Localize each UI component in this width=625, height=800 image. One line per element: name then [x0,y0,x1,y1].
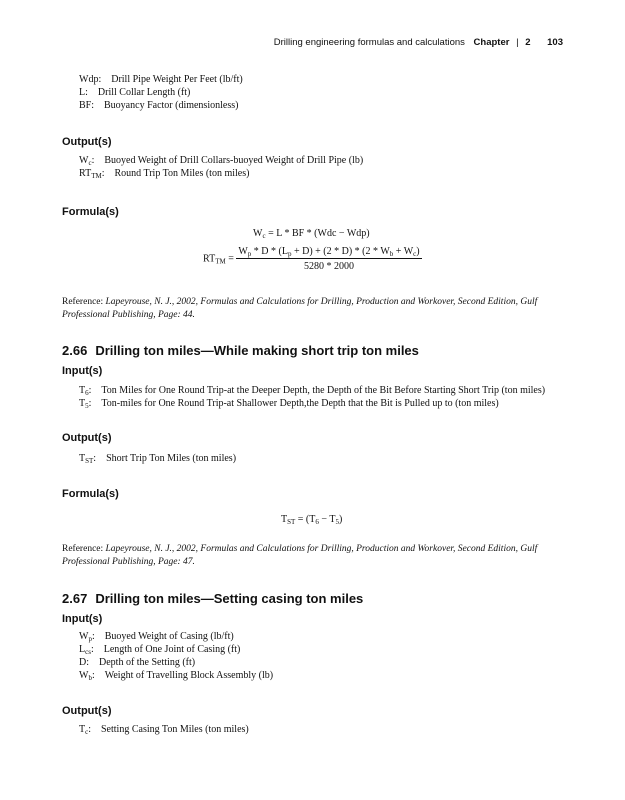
output-colon: : [91,155,95,166]
input-subscript: b [88,674,92,682]
input-list-66 [79,384,545,410]
formula-denominator: 5280 * 2000 [303,261,354,272]
page-number: 103 [547,37,563,48]
section-heading-2-66 [62,343,419,358]
input-subscript: cs [85,648,91,656]
top-input-row [79,99,243,112]
output-subscript: c [85,728,89,736]
formula-term: W [253,228,263,239]
input-description: Drill Pipe Weight Per Feet (lb/ft) [111,74,243,85]
input-heading-67: Input(s) [62,613,103,625]
reference-66 [62,543,567,569]
formula-term: RT [203,253,216,265]
output-row [79,723,249,736]
output-list-65 [79,154,363,180]
output-row [79,452,236,465]
input-symbol: BF: [79,100,95,111]
chapter-separator: | [516,37,519,48]
input-heading-66: Input(s) [62,365,103,377]
section-title: Drilling ton miles—Setting casing ton miles [95,591,364,606]
input-symbol: W [79,670,89,681]
input-list-67 [79,630,273,682]
output-subscript: ST [85,457,94,465]
input-row [79,643,273,656]
output-symbol: W [79,155,89,166]
input-description: Ton Miles for One Round Trip-at the Deeper Depth, the Depth of the Bit Before Starting Short Trip (ton miles) [101,385,546,396]
output-description: Buoyed Weight of Drill Collars-buoyed Weight of Drill Pipe (lb) [104,155,364,166]
input-symbol: T [79,398,86,409]
input-symbol: L [79,644,86,655]
formula-rttm [203,246,422,272]
input-subscript: 6 [85,389,89,397]
reference-prefix: Reference: [62,544,106,554]
output-list-66 [79,452,236,465]
output-colon: : [88,724,91,735]
input-colon: : [88,385,92,396]
input-symbol: D: [79,657,89,668]
formula-tst: $T_{ST} = (T_6 - T_5)$ [281,514,343,526]
input-row [79,397,545,410]
output-colon: : [93,453,97,464]
formula-heading-66: Formula(s) [62,488,119,500]
section-number: 2.67 [62,591,88,606]
section-number: 2.66 [62,343,88,358]
output-symbol: T [79,724,86,735]
formula-heading-65: Formula(s) [62,206,119,218]
input-row [79,669,273,682]
input-row [79,384,545,397]
output-heading-66: Output(s) [62,432,112,444]
formula-numerator: $W_p * D * (L_p + D) + (2 * D) * (2 * W_b + W_c)$ [238,246,420,258]
output-subscript: c [88,159,92,167]
input-colon: : [90,644,94,655]
input-subscript: p [88,635,92,643]
input-symbol: W [79,631,89,642]
input-description: Depth of the Setting (ft) [99,657,196,668]
input-description: Ton-miles for One Round Trip-at Shallower Depth,the Depth that the Bit is Pulled up to (ton miles) [101,398,499,409]
formula-fraction [236,246,421,272]
output-description: Short Trip Ton Miles (ton miles) [106,453,237,464]
input-colon: : [91,670,95,681]
reference-65 [62,296,567,322]
output-symbol: RT [79,168,92,179]
input-description: Length of One Joint of Casing (ft) [103,644,241,655]
input-symbol: T [79,385,86,396]
output-row [79,154,363,167]
formula-subscript: c [262,232,266,240]
output-colon: : [101,168,105,179]
output-symbol: T [79,453,86,464]
input-description: Drill Collar Length (ft) [97,87,191,98]
input-colon: : [88,398,92,409]
top-input-row [79,86,243,99]
output-row [79,167,363,180]
chapter-label: Chapter [473,37,510,48]
formula-subscript: TM [215,257,226,266]
reference-citation: Lapeyrouse, N. J., 2002, Formulas and Calculations for Drilling, Production and Workover, Second Edition, Gulf Professional Publishing, Page: 47. [62,544,538,567]
section-heading-2-67 [62,591,363,606]
top-input-list [79,73,243,112]
running-title: Drilling engineering formulas and calculations [273,37,465,48]
chapter-number: 2 [525,37,531,48]
formula-wc [253,228,370,239]
input-colon: : [91,631,95,642]
input-symbol: Wdp: [79,74,102,85]
reference-citation: Lapeyrouse, N. J., 2002, Formulas and Calculations for Drilling, Production and Workover, Second Edition, Gulf Professional Publishing, Page: 44. [62,297,538,320]
input-description: Weight of Travelling Block Assembly (lb) [104,670,274,681]
output-description: Setting Casing Ton Miles (ton miles) [101,724,249,735]
input-description: Buoyancy Factor (dimensionless) [104,100,239,111]
formula-expression: = L * BF * (Wdc − Wdp) [265,228,370,239]
output-description: Round Trip Ton Miles (ton miles) [114,168,250,179]
output-heading-65: Output(s) [62,136,112,148]
input-row [79,656,273,669]
output-heading-67: Output(s) [62,705,112,717]
input-description: Buoyed Weight of Casing (lb/ft) [104,631,234,642]
formula-equals: = [225,253,234,265]
top-input-row [79,73,243,86]
reference-prefix: Reference: [62,297,106,307]
running-head [274,37,563,48]
input-subscript: 5 [85,402,89,410]
section-title: Drilling ton miles—While making short trip ton miles [95,343,419,358]
input-row [79,630,273,643]
input-symbol: L: [79,87,88,98]
output-subscript: TM [91,172,102,180]
output-list-67 [79,723,249,736]
